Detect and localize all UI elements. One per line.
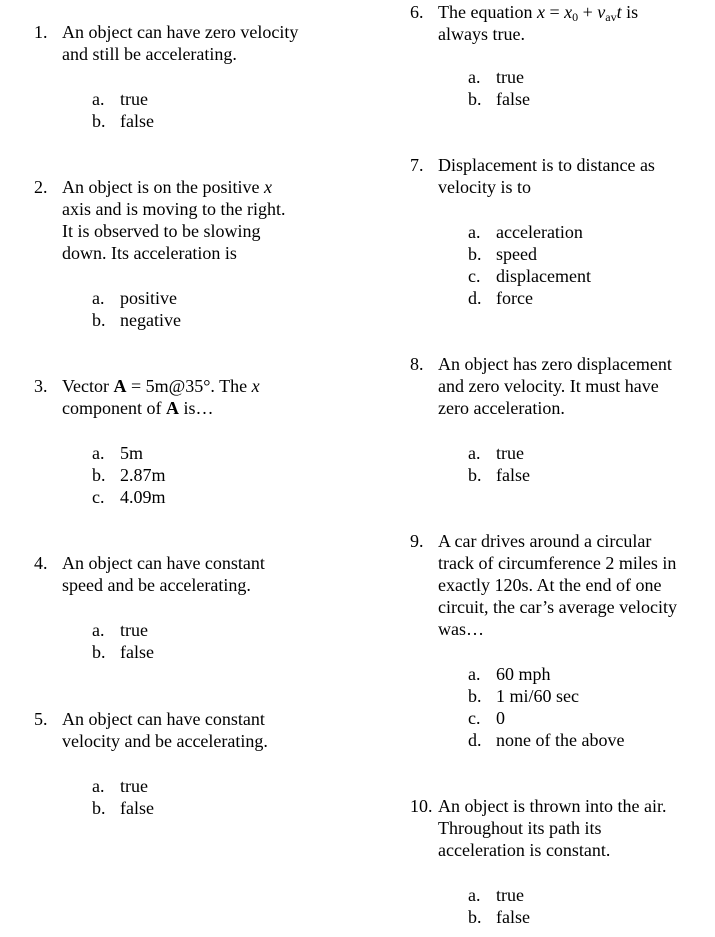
question-stem: The equation $x = x_0 + v_{av}t$ is always true. <box>438 2 639 44</box>
question-number: 9. <box>410 531 424 551</box>
question-stem: Vector A = 5m@35°. The x component of A is… <box>62 376 260 418</box>
question-number: 4. <box>34 553 48 573</box>
question-number: 2. <box>34 177 48 197</box>
question-stem: An object can have zero velocity and still be accelerating. <box>62 22 299 64</box>
question-number: 1. <box>34 22 48 42</box>
question-stem: An object is on the positive x axis and is moving to the right. It is observed to be slowing down. Its acceleration is <box>62 177 286 263</box>
question-stem: A car drives around a circular track of circumference 2 miles in exactly 120s. At the end of one circuit, the car’s average velocity was… <box>438 531 678 639</box>
equation: The equation $x = x_0 + v_{av}t$ is <box>438 2 639 24</box>
question-number: 6. <box>410 2 424 22</box>
question-number: 7. <box>410 155 424 175</box>
question-stem: An object is thrown into the air. Throughout its path its acceleration is constant. <box>438 796 667 860</box>
question-stem: Displacement is to distance as velocity is to <box>438 155 655 197</box>
question-number: 3. <box>34 376 48 396</box>
question-number: 10. <box>410 796 433 816</box>
question-stem: An object can have constant velocity and be accelerating. <box>62 709 268 751</box>
question-number: 8. <box>410 354 424 374</box>
question-stem: An object has zero displacement and zero velocity. It must have zero acceleration. <box>438 354 672 418</box>
question-stem: An object can have constant speed and be accelerating. <box>62 553 265 595</box>
question-number: 5. <box>34 709 48 729</box>
